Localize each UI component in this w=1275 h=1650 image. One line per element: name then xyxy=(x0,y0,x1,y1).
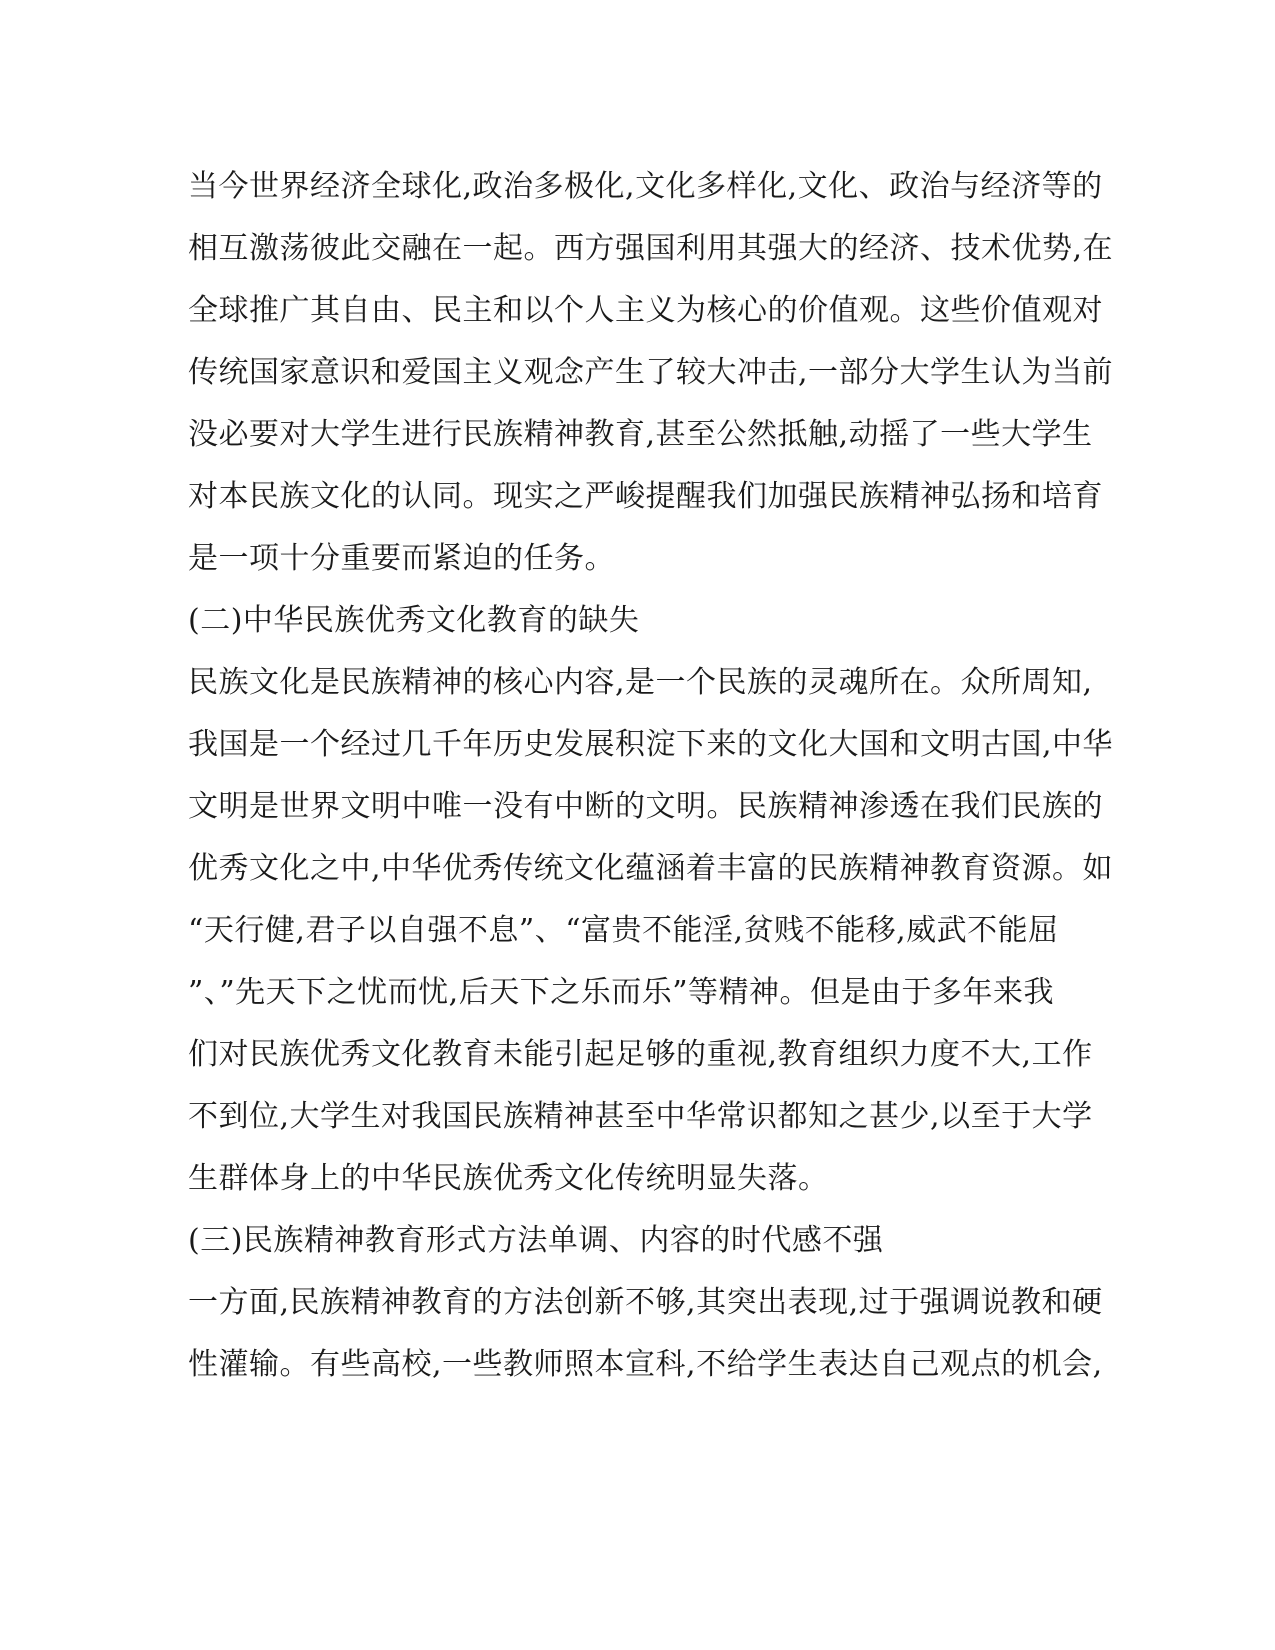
text-line: 传统国家意识和爱国主义观念产生了较大冲击,一部分大学生认为当前 xyxy=(188,355,1114,390)
text-line: 文明是世界文明中唯一没有中断的文明。民族精神渗透在我们民族的 xyxy=(188,789,1103,824)
text-line: 性灌输。有些高校,一些教师照本宣科,不给学生表达自己观点的机会, xyxy=(188,1347,1103,1382)
text-line: 们对民族优秀文化教育未能引起足够的重视,教育组织力度不大,工作 xyxy=(188,1037,1093,1072)
text-line: 相互激荡彼此交融在一起。西方强国利用其强大的经济、技术优势,在 xyxy=(188,231,1114,266)
text-line: ”、”先天下之忧而忧,后天下之乐而乐”等精神。但是由于多年来我 xyxy=(188,975,1055,1010)
text-line: 优秀文化之中,中华优秀传统文化蕴涵着丰富的民族精神教育资源。如 xyxy=(188,851,1114,886)
text-line: 当今世界经济全球化,政治多极化,文化多样化,文化、政治与经济等的 xyxy=(188,169,1103,204)
text-line: 没必要对大学生进行民族精神教育,甚至公然抵触,动摇了一些大学生 xyxy=(188,417,1093,452)
text-line: 对本民族文化的认同。现实之严峻提醒我们加强民族精神弘扬和培育 xyxy=(188,479,1103,514)
text-line: 一方面,民族精神教育的方法创新不够,其突出表现,过于强调说教和硬 xyxy=(188,1285,1103,1320)
text-line: 我国是一个经过几千年历史发展积淀下来的文化大国和文明古国,中华 xyxy=(188,727,1114,762)
text-line: 全球推广其自由、民主和以个人主义为核心的价值观。这些价值观对 xyxy=(188,293,1103,328)
text-line: 民族文化是民族精神的核心内容,是一个民族的灵魂所在。众所周知, xyxy=(188,665,1093,700)
text-line: 是一项十分重要而紧迫的任务。 xyxy=(188,541,615,576)
text-line: 生群体身上的中华民族优秀文化传统明显失落。 xyxy=(188,1161,829,1196)
section-heading: (三)民族精神教育形式方法单调、内容的时代感不强 xyxy=(188,1223,884,1258)
text-line: 不到位,大学生对我国民族精神甚至中华常识都知之甚少,以至于大学 xyxy=(188,1099,1093,1134)
section-heading: (二)中华民族优秀文化教育的缺失 xyxy=(188,603,640,638)
text-line: “天行健,君子以自强不息”、“富贵不能淫,贫贱不能移,威武不能屈 xyxy=(188,913,1059,948)
